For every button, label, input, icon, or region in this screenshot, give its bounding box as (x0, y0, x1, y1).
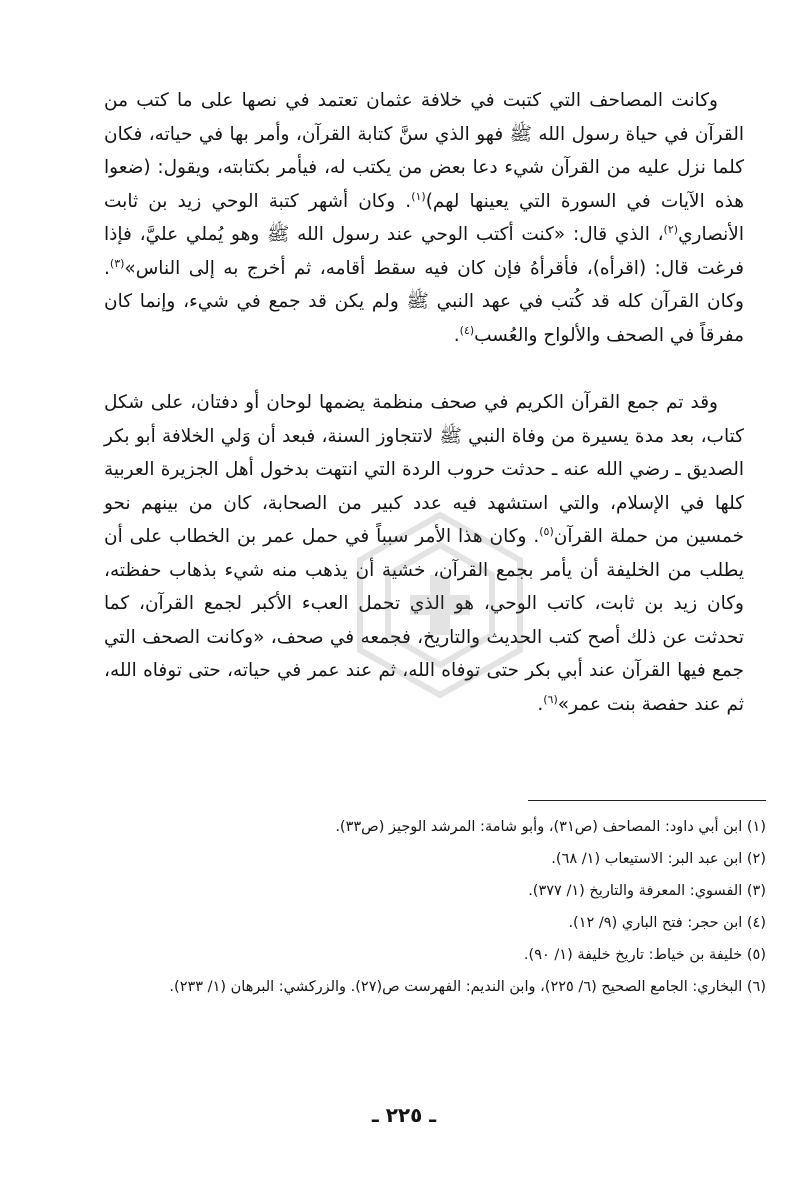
footnote-ref-1[interactable]: (١) (411, 189, 426, 203)
footnote-ref-5[interactable]: (٥) (539, 524, 554, 538)
footnote-divider (528, 800, 766, 801)
paragraph-1-text-b: . وكان أشهر كتبة الوحي زيد بن ثابت الأنصاري (104, 190, 744, 245)
footnote-ref-6[interactable]: (٦) (543, 692, 558, 706)
paragraph-2-text-c: . (537, 693, 544, 715)
footnote-4: (٤) ابن حجر: فتح الباري (٩/ ١٢). (568, 915, 766, 931)
paragraph-2 (104, 386, 744, 721)
footnote-ref-2[interactable]: (٢) (663, 222, 679, 236)
footnote-5: (٥) خليفة بن خياط: تاريخ خليفة (١/ ٩٠). (523, 947, 766, 963)
paragraph-1 (104, 84, 744, 352)
footnote-6: (٦) البخاري: الجامع الصحيح (٦/ ٢٢٥)، وابن النديم: الفهرست ص(٢٧). والزركشي: البرهان (١/ ٢٣٣). (169, 979, 766, 995)
page-number: ـ ٢٢٥ ـ (371, 1103, 437, 1127)
footnote-ref-4[interactable]: (٤) (459, 323, 475, 337)
footnote-1: (١) ابن أبي داود: المصاحف (ص٣١)، وأبو شامة: المرشد الوجيز (ص٣٣). (335, 819, 766, 835)
footnote-ref-3[interactable]: (٣) (109, 256, 125, 270)
footnotes-list (96, 816, 766, 1008)
footnote-2: (٢) ابن عبد البر: الاستيعاب (١/ ٦٨). (551, 851, 766, 867)
paragraph-2-text-b: . وكان هذا الأمر سبباً في حمل عمر بن الخطاب على أن يطلب من الخليفة أن يأمر بجمع القرآن، خشية أن يذهب منه شيء بذهاب حفظته، وكان زيد بن ثابت، كاتب الوحي، هو الذي تحمل العبء الأكبر لجمع القرآن، كما تحدثت عن ذلك أصح كتب الحديث والتاريخ، فجمعه في صحف، «وكانت الصحف التي جمع فيها القرآن عند أبي بكر حتى توفاه الله، ثم عند عمر في حياته، حتى توفاه الله، ثم عند حفصة بنت عمر» (104, 526, 744, 715)
footnote-3: (٣) الفسوي: المعرفة والتاريخ (١/ ٣٧٧). (528, 883, 766, 899)
paragraph-1-text-e: . (453, 324, 460, 346)
paragraph-1-text-c: ، الذي قال: «كنت أكتب الوحي عند رسول الله ﷺ وهو يُملي عليَّ، فإذا فرغت قال: (اقرأه)، فأقرأهُ فإن كان فيه سقط أقامه، ثم أخرج به إلى الناس» (104, 224, 744, 279)
paragraph-1-text-d: . وكان القرآن كله قد كُتب في عهد النبي ﷺ ولم يكن قد جمع في شيء، وإنما كان مفرقاً في الصحف والألواح والعُسب (104, 257, 744, 346)
paragraph-1-text-a: وكانت المصاحف التي كتبت في خلافة عثمان تعتمد في نصها على ما كتب من القرآن في حياة رسول الله ﷺ فهو الذي سنَّ كتابة القرآن، وأمر بها في حياته، فكان كلما نزل عليه من القرآن شيء دعا بعض من يكتب له، فيأمر بكتابته، ويقول: (ضعوا هذه الآيات في السورة التي يعينها لهم) (104, 90, 744, 212)
paragraph-2-text-a: وقد تم جمع القرآن الكريم في صحف منظمة يضمها لوحان أو دفتان، على شكل كتاب، بعد مدة يسيرة من وفاة النبي ﷺ لاتتجاوز السنة، فبعد أن وَلي الخلافة أبو بكر الصديق ـ رضي الله عنه ـ حدثت حروب الردة التي انتهت بدخول أهل الجزيرة العربية كلها في الإسلام، والتي استشهد فيه عدد كبير من الصحابة، كان من بينهم نحو خمسين من حملة القرآن (104, 392, 744, 547)
